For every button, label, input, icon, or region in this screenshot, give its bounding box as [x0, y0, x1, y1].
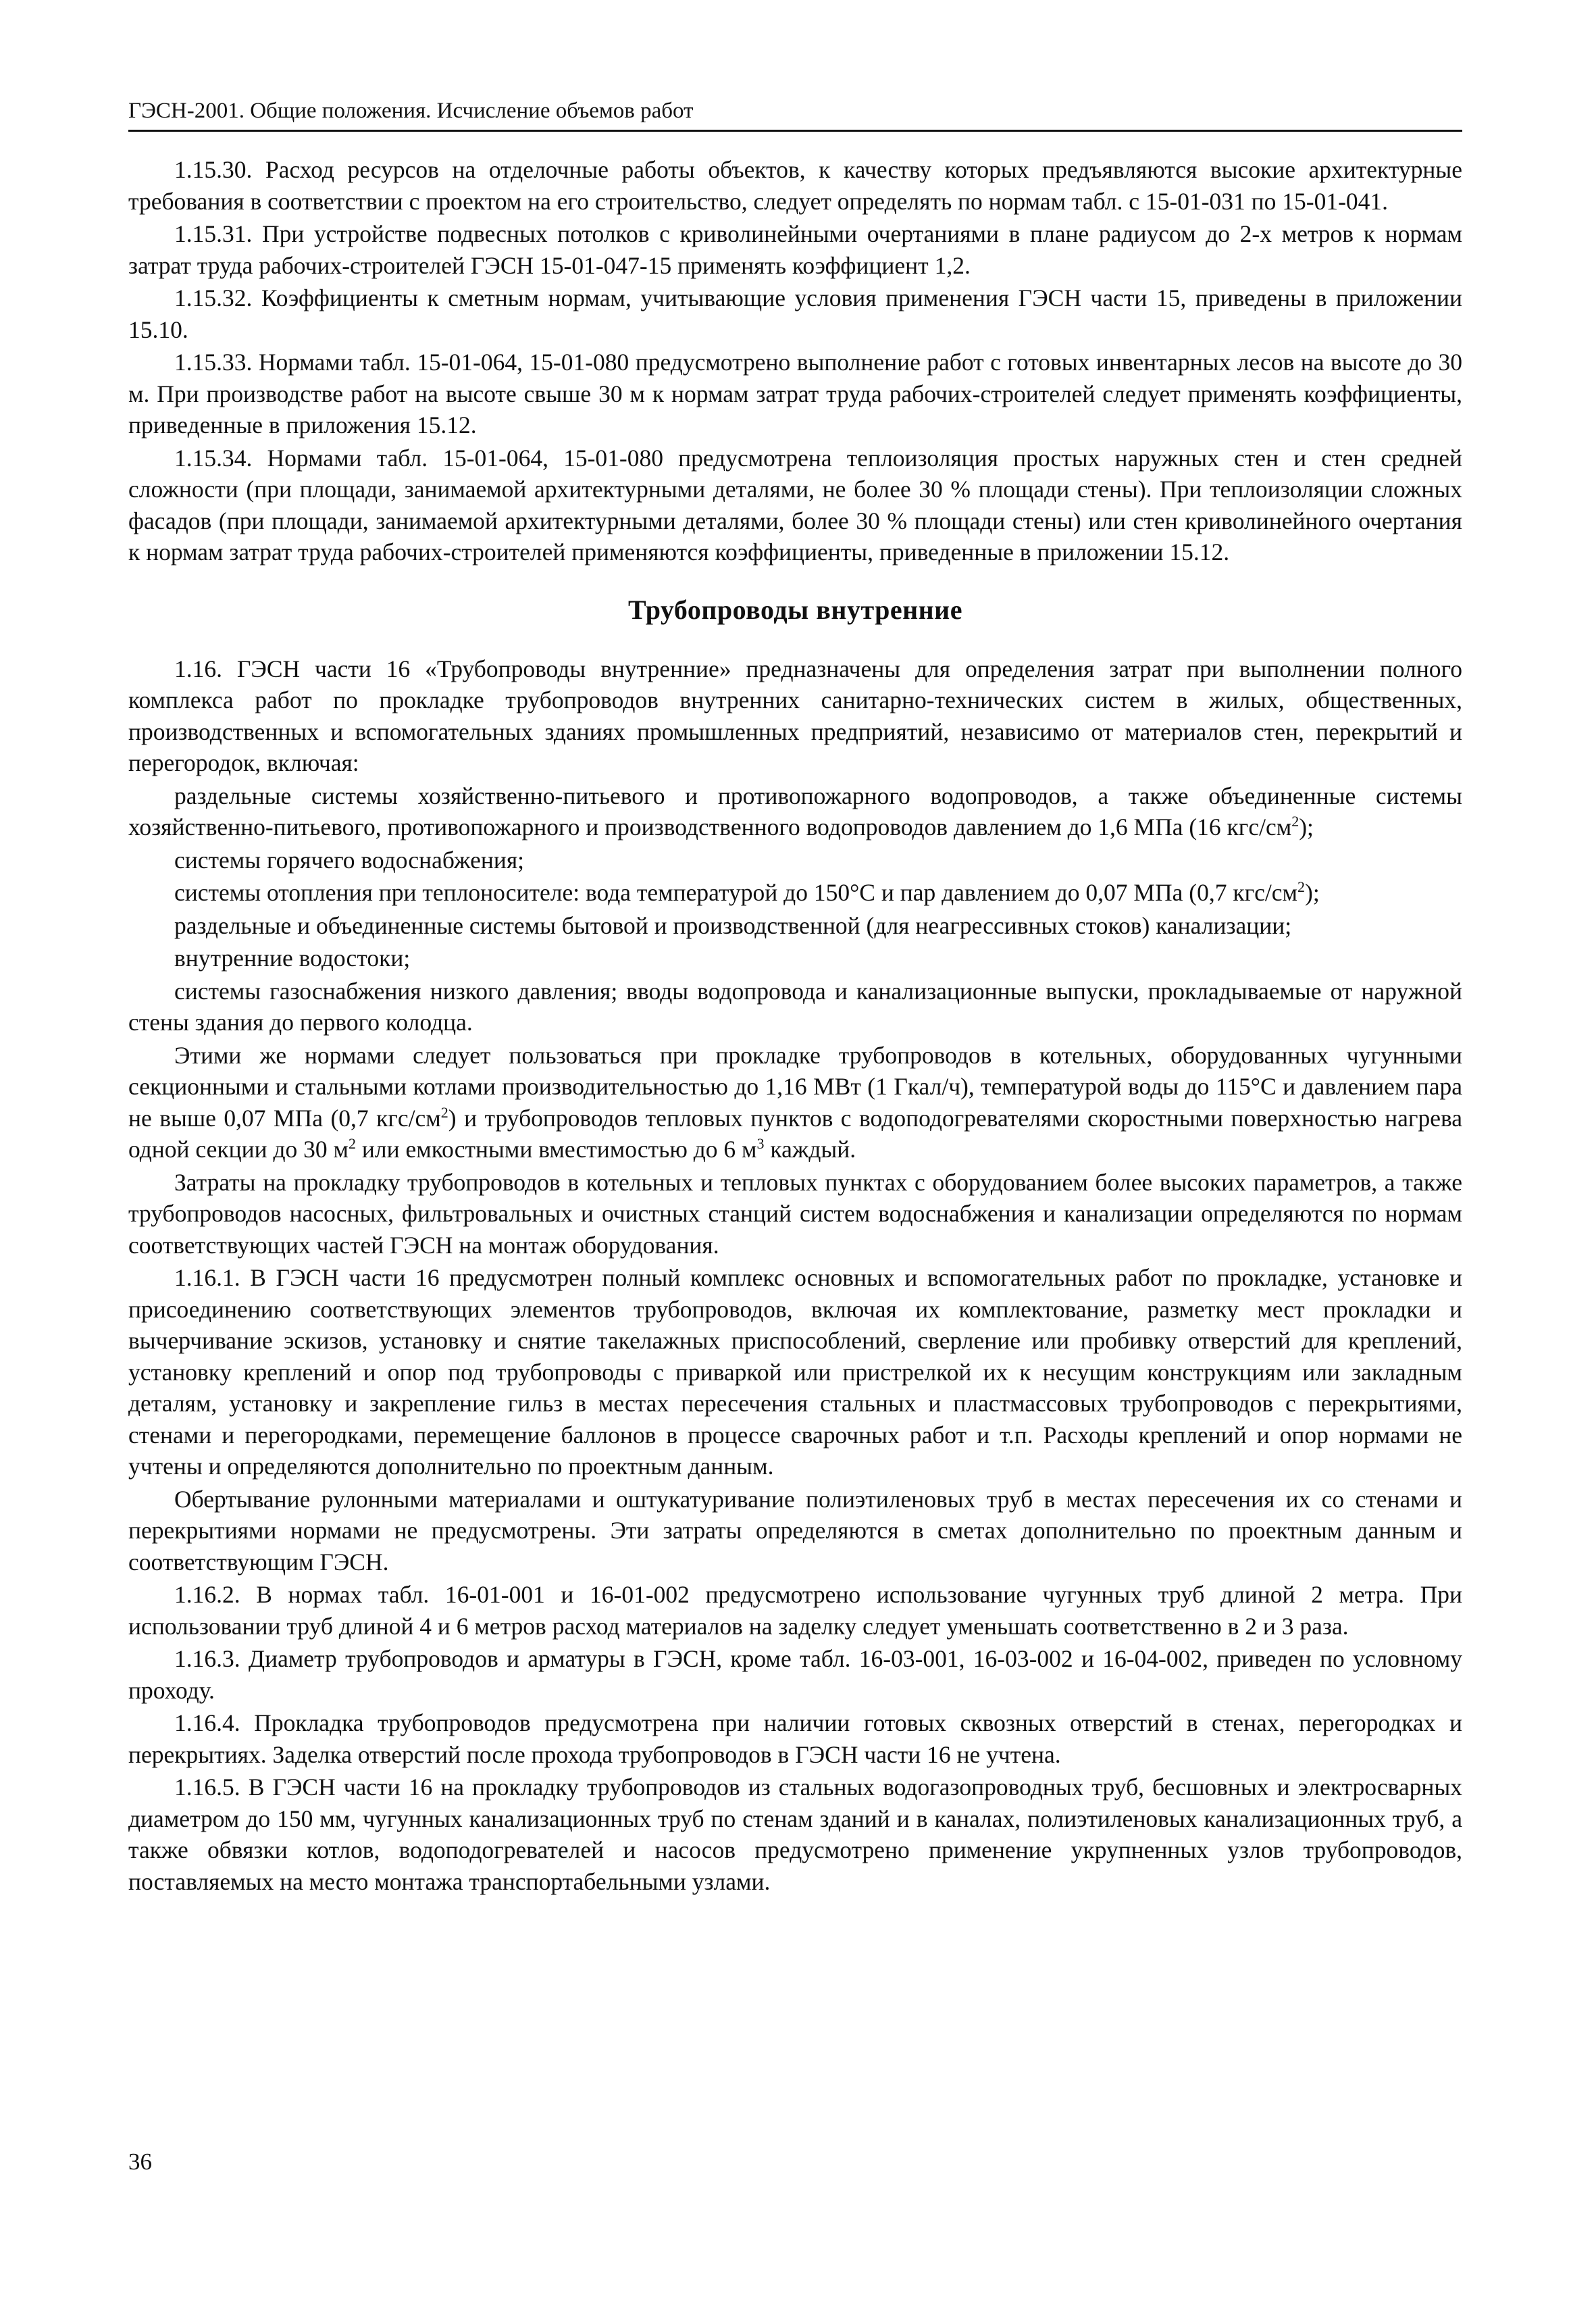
- paragraph-1-15-30: 1.15.30. Расход ресурсов на отделочные работы объектов, к качеству которых предъявляются высокие архитектурные требования в соответствии с проектом на его строительство, следует определять по нормам табл. с 15-01-031 по 15-01-041.: [128, 156, 1462, 215]
- page-number: 36: [128, 2148, 152, 2175]
- page-body: [128, 154, 1462, 1898]
- boiler-text-b: ) и трубопроводов тепловых пунктов с водоподогревателями скоростными поверхностью нагрева одной секции до 30 м: [128, 1104, 1463, 1163]
- boiler-text-c: или емкостными вместимостью до 6 м: [356, 1136, 757, 1163]
- paragraph-1-16: 1.16. ГЭСН части 16 «Трубопроводы внутренние» предназначены для определения затрат при выполнении полного комплекса работ по прокладке трубопроводов внутренних санитарно-технических систем в жилых, общественных, производственных и вспомогательных зданиях промышленных предприятий, независимо от материалов стен, перекрытий и перегородок, включая:: [128, 655, 1462, 776]
- running-header: ГЭСН-2001. Общие положения. Исчисление объемов работ: [128, 95, 1462, 132]
- list-item-heating: [128, 877, 1462, 909]
- paragraph-1-15-31: 1.15.31. При устройстве подвесных потолков с криволинейными очертаниями в плане радиусом до 2-х метров к нормам затрат труда рабочих-строителей ГЭСН 15-01-047-15 применять коэффициент 1,2.: [128, 220, 1462, 279]
- superscript-2: 2: [1291, 813, 1299, 830]
- list-item-sewerage: раздельные и объединенные системы бытовой и производственной (для неагрессивных стоков) канализации;: [174, 911, 1292, 939]
- paragraph-1-16-4: 1.16.4. Прокладка трубопроводов предусмотрена при наличии готовых сквозных отверстий в стенах, перегородках и перекрытиях. Заделка отверстий после прохода трубопроводов в ГЭСН части 16 не учтена.: [128, 1709, 1462, 1768]
- list-item-heating-text: системы отопления при теплоносителе: вода температурой до 150°С и пар давлением до 0,07 МПа (0,7 кгс/см: [174, 879, 1297, 906]
- list-item-water-supply: [128, 780, 1462, 843]
- paragraph-1-16-2: 1.16.2. В нормах табл. 16-01-001 и 16-01-002 предусмотрено использование чугунных труб длиной 2 метра. При использовании труб длиной 4 и 6 метров расход материалов на заделку следует уменьшать соответственно в 2 и 3 раза.: [128, 1581, 1462, 1640]
- paragraph-wrapping: Обертывание рулонными материалами и оштукатуривание полиэтиленовых труб в местах пересечения их со стенами и перекрытиями нормами не предусмотрены. Эти затраты определяются в сметах дополнительно по проектным данным и соответствующим ГЭСН.: [128, 1485, 1462, 1576]
- boiler-text-d: каждый.: [764, 1136, 856, 1163]
- list-item-gas: системы газоснабжения низкого давления; вводы водопровода и канализационные выпуски, прокладываемые от наружной стены здания до первого колодца.: [128, 977, 1462, 1036]
- superscript-2: 2: [1297, 878, 1305, 896]
- paragraph-costs: Затраты на прокладку трубопроводов в котельных и тепловых пунктах с оборудованием более высоких параметров, а также трубопроводов насосных, фильтровальных и очистных станций систем водоснабжения и канализации определяются по нормам соответствующих частей ГЭСН на монтаж оборудования.: [128, 1168, 1462, 1259]
- paragraph-1-16-5: 1.16.5. В ГЭСН части 16 на прокладку трубопроводов из стальных водогазопроводных труб, бесшовных и электросварных диаметром до 150 мм, чугунных канализационных труб по стенам зданий и в каналах, полиэтиленовых канализационных труб, а также обвязки котлов, водоподогревателей и насосов предусмотрено применение укрупненных узлов трубопроводов, поставляемых на место монтажа транспортабельными узлами.: [128, 1774, 1462, 1895]
- superscript-3: 3: [756, 1135, 765, 1153]
- list-item-drains: внутренние водостоки;: [174, 945, 411, 972]
- list-item-hot-water: системы горячего водоснабжения;: [174, 846, 525, 874]
- paragraph-1-16-3: 1.16.3. Диаметр трубопроводов и арматуры в ГЭСН, кроме табл. 16-03-001, 16-03-002 и 16-04-002, приведен по условному проходу.: [128, 1645, 1462, 1704]
- closing-paren: );: [1305, 879, 1320, 906]
- boiler-text-a: Этими же нормами следует пользоваться при прокладке трубопроводов в котельных, оборудованных чугунными секционными и стальными котлами производительностью до 1,16 МВт (1 Гкал/ч), температурой воды до 115°С и давлением пара не выше 0,07 МПа (0,7 кгс/см: [128, 1041, 1462, 1132]
- paragraph-1-15-33: 1.15.33. Нормами табл. 15-01-064, 15-01-080 предусмотрено выполнение работ с готовых инвентарных лесов на высоте до 30 м. При производстве работ на высоте свыше 30 м к нормам затрат труда рабочих-строителей следует применять коэффициенты, приведенные в приложения 15.12.: [128, 349, 1462, 438]
- list-item-water-supply-text: раздельные системы хозяйственно-питьевого и противопожарного водопроводов, а также объединенные системы хозяйственно-питьевого, противопожарного и производственного водопроводов давлением до 1,6 МПа (16 кгс/см: [128, 782, 1462, 840]
- superscript-2: 2: [440, 1103, 448, 1121]
- paragraph-1-15-32: 1.15.32. Коэффициенты к сметным нормам, учитывающие условия применения ГЭСН части 15, приведены в приложении 15.10.: [128, 284, 1462, 343]
- paragraph-1-15-34: 1.15.34. Нормами табл. 15-01-064, 15-01-080 предусмотрена теплоизоляция простых наружных стен и стен средней сложности (при площади, занимаемой архитектурными деталями, не более 30 % площади стены). При теплоизоляции сложных фасадов (при площади, занимаемой архитектурными деталями, более 30 % площади стены) или стен криволинейного очертания к нормам затрат труда рабочих-строителей применяются коэффициенты, приведенные в приложении 15.12.: [128, 444, 1462, 565]
- paragraph-1-16-1: 1.16.1. В ГЭСН части 16 предусмотрен полный комплекс основных и вспомогательных работ по прокладке, установке и присоединению соответствующих элементов трубопроводов, включая их комплектование, разметку мест прокладки и вычерчивание эскизов, установку и снятие такелажных приспособлений, сверление или пробивку отверстий для креплений, установку креплений и опор под трубопроводы с приваркой или пристрелкой их к несущим конструкциям или закладным деталям, установку и закрепление гильз в местах пересечения стальных и пластмассовых трубопроводов с перекрытиями, стенами и перегородками, перемещение баллонов в процессе сварочных работ и т.п. Расходы креплений и опор нормами не учтены и определяются дополнительно по проектным данным.: [128, 1264, 1462, 1480]
- closing-paren: );: [1299, 813, 1314, 840]
- superscript-2: 2: [349, 1135, 357, 1153]
- section-heading: Трубопроводы внутренние: [628, 594, 962, 625]
- paragraph-boiler-rooms: [128, 1040, 1462, 1165]
